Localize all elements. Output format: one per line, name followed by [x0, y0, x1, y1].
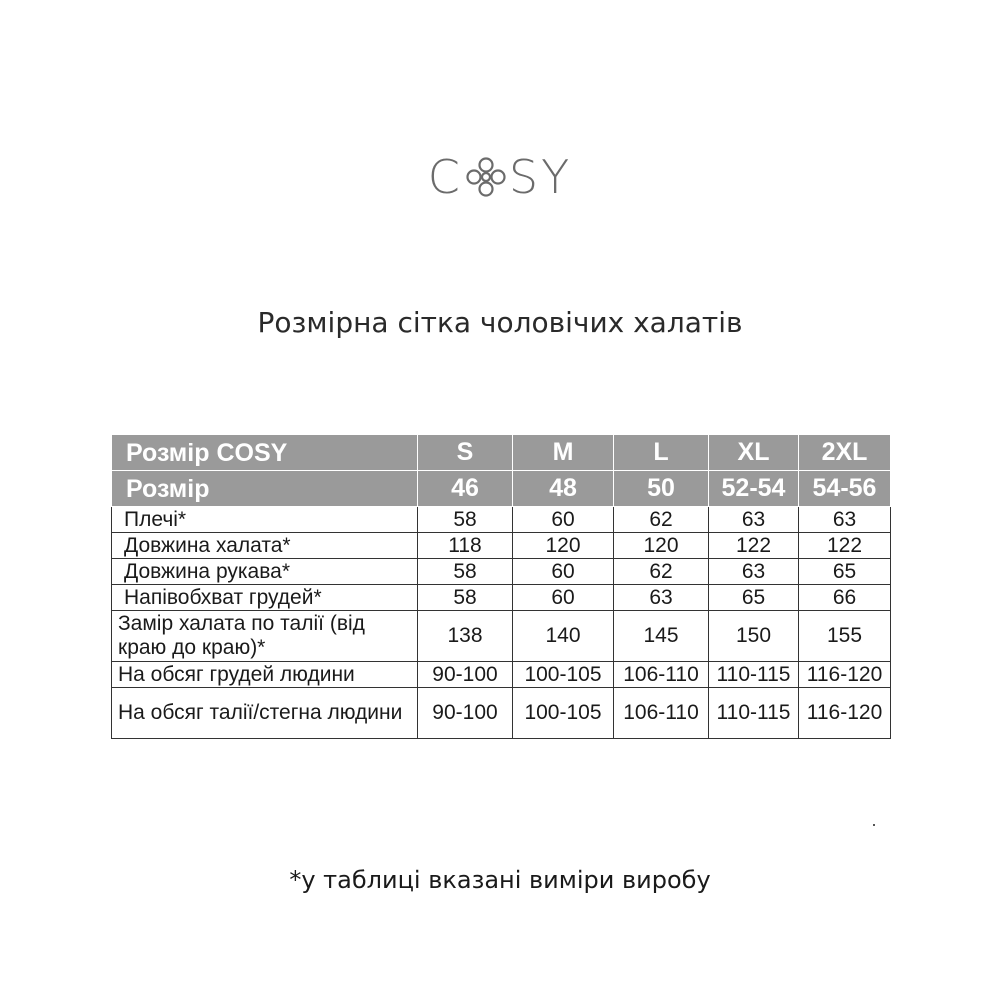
table-cell: 90-100 [418, 688, 513, 739]
table-cell: 145 [614, 611, 709, 662]
table-row [112, 662, 891, 688]
table-cell: 110-115 [709, 688, 799, 739]
header-cell: L [614, 435, 709, 471]
table-cell: 65 [799, 559, 891, 585]
logo-letter-c: C [427, 150, 463, 204]
header-cell: 48 [513, 471, 614, 507]
table-cell: 120 [513, 533, 614, 559]
header-cell: XL [709, 435, 799, 471]
table-cell: 116-120 [799, 662, 891, 688]
logo-letters-sy: SY [508, 150, 573, 204]
size-chart-table [111, 434, 891, 739]
table-cell: 118 [418, 533, 513, 559]
header-row-size [112, 471, 891, 507]
table-cell: 90-100 [418, 662, 513, 688]
table-cell: 65 [709, 585, 799, 611]
table-cell: 60 [513, 507, 614, 533]
table-cell: 60 [513, 585, 614, 611]
table-cell: 63 [709, 507, 799, 533]
table-cell: 58 [418, 507, 513, 533]
table-cell: 116-120 [799, 688, 891, 739]
stray-dot [873, 824, 875, 826]
header-label: Розмір COSY [112, 435, 418, 471]
row-label: На обсяг талії/стегна людини [112, 688, 418, 739]
table-cell: 106-110 [614, 662, 709, 688]
table-cell: 155 [799, 611, 891, 662]
table-row [112, 507, 891, 533]
flower-knot-icon [464, 155, 508, 199]
table-cell: 62 [614, 559, 709, 585]
table-cell: 122 [709, 533, 799, 559]
header-cell: M [513, 435, 614, 471]
table-cell: 100-105 [513, 688, 614, 739]
table-row [112, 585, 891, 611]
row-label: На обсяг грудей людини [112, 662, 418, 688]
table-cell: 60 [513, 559, 614, 585]
header-cell: 52-54 [709, 471, 799, 507]
table-cell: 63 [614, 585, 709, 611]
table-row [112, 611, 891, 662]
header-cell: 50 [614, 471, 709, 507]
table-cell: 138 [418, 611, 513, 662]
table-row [112, 688, 891, 739]
header-cell: S [418, 435, 513, 471]
table-cell: 100-105 [513, 662, 614, 688]
table-cell: 150 [709, 611, 799, 662]
table-cell: 140 [513, 611, 614, 662]
header-cell: 54-56 [799, 471, 891, 507]
table-cell: 106-110 [614, 688, 709, 739]
row-label: Напівобхват грудей* [112, 585, 418, 611]
table-row [112, 559, 891, 585]
table-cell: 66 [799, 585, 891, 611]
table-cell: 58 [418, 585, 513, 611]
page-title: Розмірна сітка чоловічих халатів [257, 306, 743, 339]
row-label: Замір халата по талії (від краю до краю)* [112, 611, 418, 662]
brand-logo [0, 150, 1000, 204]
table-cell: 122 [799, 533, 891, 559]
row-label: Довжина рукава* [112, 559, 418, 585]
header-row-cosy-size [112, 435, 891, 471]
table-row [112, 533, 891, 559]
table-cell: 120 [614, 533, 709, 559]
header-cell: 2XL [799, 435, 891, 471]
table-cell: 63 [709, 559, 799, 585]
row-label: Плечі* [112, 507, 418, 533]
footnote: *у таблиці вказані виміри виробу [289, 866, 711, 894]
header-cell: 46 [418, 471, 513, 507]
table-cell: 58 [418, 559, 513, 585]
row-label: Довжина халата* [112, 533, 418, 559]
header-label: Розмір [112, 471, 418, 507]
table-cell: 62 [614, 507, 709, 533]
table-cell: 63 [799, 507, 891, 533]
table-cell: 110-115 [709, 662, 799, 688]
